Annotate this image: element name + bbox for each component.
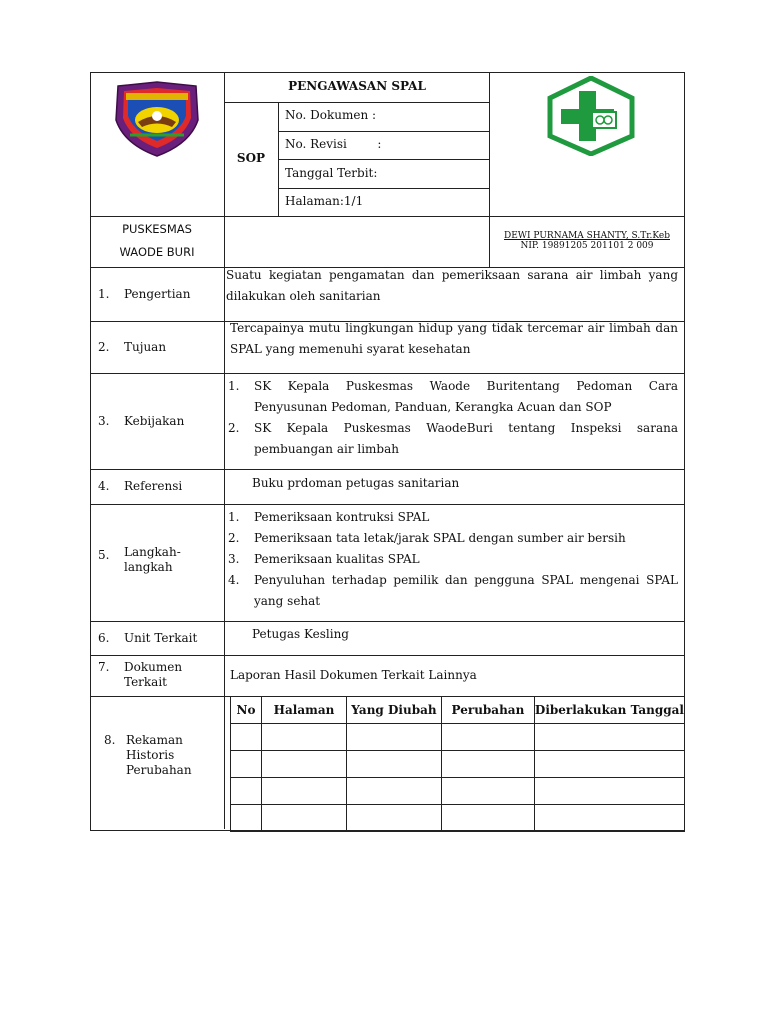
table-cell — [534, 724, 684, 751]
table-cell — [262, 751, 347, 778]
dokumen-text: Laporan Hasil Dokumen Terkait Lainnya — [230, 668, 477, 682]
section-label-kebijakan: Kebijakan — [124, 414, 185, 428]
section-label-pengertian: Pengertian — [124, 287, 191, 301]
header-divider — [278, 188, 490, 189]
signer-nip: NIP. 19891205 201101 2 009 — [520, 241, 654, 251]
unit-text: Petugas Kesling — [252, 627, 349, 641]
list-item: 2. SK Kepala Puskesmas WaodeBuri tentang Inspeksi sarana pembuangan air limbah — [228, 421, 678, 456]
section-label-dokumen: Terkait — [124, 675, 167, 689]
row-divider — [90, 373, 684, 374]
issue-date-field: Tanggal Terbit: — [285, 166, 378, 180]
table-cell — [346, 724, 441, 751]
org-name-line1: PUSKESMAS — [122, 222, 192, 236]
sop-label: SOP — [236, 151, 266, 165]
header-divider — [224, 102, 490, 103]
section-number: 3. — [98, 414, 110, 428]
table-cell — [262, 805, 347, 832]
referensi-text: Buku prdoman petugas sanitarian — [252, 476, 460, 490]
langkah-list — [228, 507, 678, 612]
page-field: Halaman:1/1 — [285, 194, 364, 208]
puskesmas-cross-hexagon-icon — [546, 76, 636, 156]
header-divider — [90, 216, 684, 217]
section-number: 4. — [98, 479, 110, 493]
list-item: 1. SK Kepala Puskesmas Waode Buritentang Pedoman Cara Penyusunan Pedoman, Panduan, Kerangka Acuan dan SOP — [228, 379, 678, 414]
section-label-dokumen: Dokumen — [124, 660, 183, 674]
table-cell — [441, 778, 534, 805]
section-label-langkah: langkah — [124, 560, 173, 574]
section-number: 5. — [98, 548, 110, 562]
column-header-halaman: Halaman — [262, 697, 347, 724]
kebijakan-list — [228, 376, 678, 460]
table-row — [231, 778, 685, 805]
table-header-row — [231, 697, 685, 724]
table-cell — [441, 805, 534, 832]
list-item: 4. Penyuluhan terhadap pemilik dan pengguna SPAL mengenai SPAL yang sehat — [228, 573, 678, 608]
revision-field: No. Revisi : — [285, 137, 382, 151]
table-cell — [534, 778, 684, 805]
section-label-rekaman: Rekaman — [126, 733, 183, 747]
table-row — [231, 805, 685, 832]
section-label-referensi: Referensi — [124, 479, 183, 493]
section-label-rekaman: Historis — [126, 748, 175, 762]
column-header-yang-diubah: Yang Diubah — [346, 697, 441, 724]
list-item: 2. Pemeriksaan tata letak/jarak SPAL dengan sumber air bersih — [228, 531, 626, 545]
pengertian-text: Suatu kegiatan pengamatan dan pemeriksaan sarana air limbah yang dilakukan oleh sanitarian — [226, 268, 678, 303]
revision-history-table — [230, 696, 685, 832]
regional-shield-emblem-icon — [110, 80, 204, 158]
table-row — [231, 724, 685, 751]
row-divider — [90, 469, 684, 470]
section-number: 6. — [98, 631, 110, 645]
org-name-line2: WAODE BURI — [119, 245, 195, 259]
doc-number-field: No. Dokumen : — [285, 108, 377, 122]
column-header-no: No — [231, 697, 262, 724]
table-cell — [346, 805, 441, 832]
column-header-diberlakukan-tanggal: Diberlakukan Tanggal — [534, 697, 684, 724]
section-label-unit: Unit Terkait — [124, 631, 198, 645]
section-label-tujuan: Tujuan — [124, 340, 167, 354]
list-item: 1. Pemeriksaan kontruksi SPAL — [228, 510, 430, 524]
table-cell — [231, 724, 262, 751]
tujuan-text: Tercapainya mutu lingkungan hidup yang tidak tercemar air limbah dan SPAL yang memenuhi syarat kesehatan — [230, 321, 678, 356]
section-number: 7. — [98, 660, 110, 674]
row-divider — [90, 621, 684, 622]
header-divider — [278, 159, 490, 160]
row-divider — [90, 655, 684, 656]
table-cell — [346, 751, 441, 778]
signer-name: DEWI PURNAMA SHANTY, S.Tr.Keb — [503, 231, 670, 241]
section-label-rekaman: Perubahan — [126, 763, 192, 777]
header-divider — [278, 131, 490, 132]
table-cell — [262, 724, 347, 751]
table-cell — [346, 778, 441, 805]
document-title: PENGAWASAN SPAL — [288, 79, 426, 93]
table-cell — [441, 751, 534, 778]
table-cell — [534, 751, 684, 778]
table-cell — [534, 805, 684, 832]
section-number: 8. — [104, 733, 116, 747]
table-cell — [231, 751, 262, 778]
table-row — [231, 751, 685, 778]
table-cell — [231, 805, 262, 832]
list-item: 3. Pemeriksaan kualitas SPAL — [228, 552, 420, 566]
column-header-perubahan: Perubahan — [441, 697, 534, 724]
section-number: 2. — [98, 340, 110, 354]
table-cell — [262, 778, 347, 805]
section-label-langkah: Langkah- — [124, 545, 181, 559]
table-cell — [441, 724, 534, 751]
table-cell — [231, 778, 262, 805]
section-number: 1. — [98, 287, 110, 301]
label-column-divider — [224, 267, 225, 829]
row-divider — [90, 504, 684, 505]
